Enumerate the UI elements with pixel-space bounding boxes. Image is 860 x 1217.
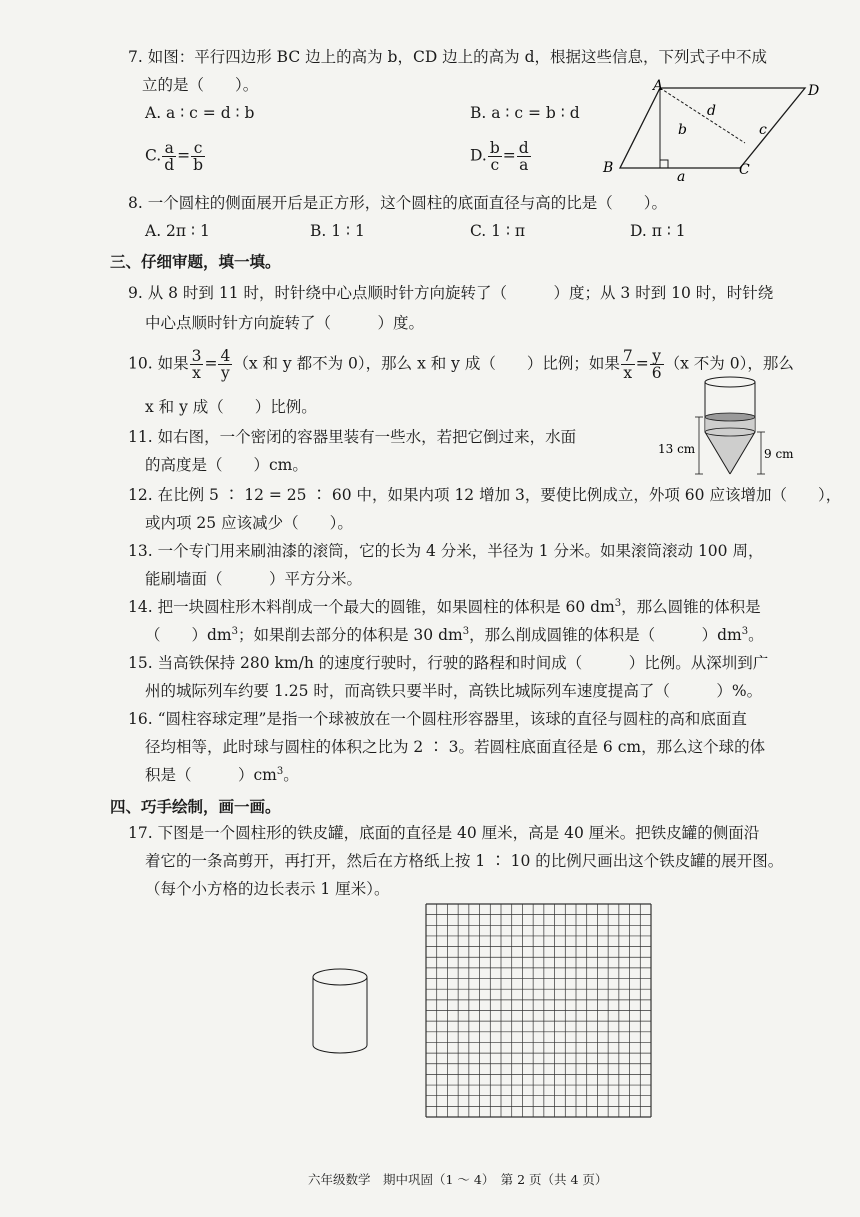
label-C: C — [739, 162, 750, 178]
fraction: $\frac{b}{c}$ — [489, 139, 500, 174]
page-footer: 六年级数学 期中巩固（1 ～ 4） 第 2 页（共 4 页） — [308, 1172, 608, 1187]
section-3-heading: 三、仔细审题，填一填。 — [110, 252, 281, 271]
q15-line1: 15. 当高铁保持 280 km/h 的速度行驶时，行驶的路程和时间成（ ）比例。从深圳到广 — [128, 654, 769, 672]
fraction: $\frac{d}{a}$ — [518, 139, 529, 174]
q7-option-b[interactable]: B. a ∶ c = b ∶ d — [470, 104, 580, 122]
dimension-13cm: 13 cm — [658, 442, 696, 456]
q8-option-a[interactable]: A. 2π ∶ 1 — [145, 222, 210, 240]
q16-line1: 16. “圆柱容球定理”是指一个球被放在一个圆柱形容器里，该球的直径与圆柱的高和底面直 — [128, 710, 747, 728]
q16-line3: 积是（ ）$cm^3$。 — [145, 765, 299, 784]
q7-stem-line1: 7. 如图：平行四边形 BC 边上的高为 b，CD 边上的高为 d，根据这些信息，下列式子中不成 — [128, 48, 768, 66]
dimension-9cm: 9 cm — [764, 447, 794, 461]
q12-line2: 或内项 25 应该减少（ ）。 — [145, 514, 353, 532]
q8-stem: 8. 一个圆柱的侧面展开后是正方形，这个圆柱的底面直径与高的比是（ ）。 — [128, 194, 667, 212]
q7-option-c-label: C. — [145, 146, 162, 165]
q14-line1: 14. 把一块圆柱形木料削成一个最大的圆锥，如果圆柱的体积是 60 $dm^3$，那么圆锥的体积是 — [128, 597, 761, 616]
q11-line2: 的高度是（ ）cm。 — [145, 456, 308, 474]
q17-line1: 17. 下图是一个圆柱形的铁皮罐，底面的直径是 40 厘米，高是 40 厘米。把铁皮罐的侧面沿 — [128, 824, 760, 842]
q14-line2: （ ）$dm^3$；如果削去部分的体积是 30 $dm^3$，那么削成圆锥的体积是（ ）$dm^3$。 — [145, 625, 764, 644]
container-figure — [655, 372, 805, 482]
label-c: c — [759, 122, 767, 138]
q16-line2: 径均相等，此时球与圆柱的体积之比为 2 ∶ 3。若圆柱底面直径是 6 cm，那么这个球的体 — [145, 738, 766, 756]
q7-stem-line2: 立的是（ ）。 — [142, 76, 259, 94]
label-b: b — [678, 122, 687, 138]
q8-option-c[interactable]: C. 1 ∶ π — [470, 222, 526, 240]
fraction: $\frac{c}{b}$ — [193, 139, 204, 174]
label-d: d — [707, 103, 716, 119]
q7-option-d[interactable]: D. $\frac{b}{c}$ = $\frac{d}{a}$ — [470, 139, 529, 174]
graph-paper-grid[interactable] — [425, 903, 652, 1118]
q9-line1: 9. 从 8 时到 11 时，时针绕中心点顺时针方向旋转了（ ）度；从 3 时到 10 时，时针绕 — [128, 284, 774, 302]
q13-line1: 13. 一个专门用来刷油漆的滚筒，它的长为 4 分米，半径为 1 分米。如果滚筒滚动 100 周， — [128, 542, 764, 560]
fraction: $\frac{7}{x}$ — [622, 347, 633, 382]
label-B: B — [603, 160, 614, 176]
fraction: $\frac{3}{x}$ — [191, 347, 202, 382]
fraction: $\frac{4}{y}$ — [220, 347, 231, 382]
q15-line2: 州的城际列车约要 1.25 时，而高铁只要半时，高铁比城际列车速度提高了（ ）%。 — [145, 682, 763, 700]
q17-line3: （每个小方格的边长表示 1 厘米）。 — [145, 880, 390, 898]
fraction: $\frac{a}{d}$ — [164, 139, 175, 174]
label-A: A — [653, 78, 664, 94]
q7-option-a[interactable]: A. a ∶ c = d ∶ b — [145, 104, 255, 122]
q10-line2: x 和 y 成（ ）比例。 — [145, 398, 317, 416]
q7-option-c[interactable]: C. $\frac{a}{d}$ = $\frac{c}{b}$ — [145, 139, 204, 174]
label-a: a — [677, 169, 686, 185]
fraction: $\frac{y}{6}$ — [651, 347, 662, 382]
q13-line2: 能刷墙面（ ）平方分米。 — [145, 570, 363, 588]
parallelogram-figure — [595, 75, 825, 190]
q17-line2: 着它的一条高剪开，再打开，然后在方格纸上按 1 ∶ 10 的比例尺画出这个铁皮罐的展开图。 — [145, 852, 784, 870]
q7-option-d-label: D. — [470, 146, 487, 165]
label-D: D — [808, 83, 820, 99]
q8-option-b[interactable]: B. 1 ∶ 1 — [310, 222, 365, 240]
q11-line1: 11. 如右图，一个密闭的容器里装有一些水，若把它倒过来，水面 — [128, 428, 577, 446]
q10-line1: 10. 如果 $\frac{3}{x}$ = $\frac{4}{y}$ （x 和 y 都不为 0），那么 x 和 y 成（ ）比例；如果 $\frac{7}{x}$ = $\frac{y}{6}$ （x 不为 0），那么 — [128, 347, 794, 382]
cylinder-figure — [305, 965, 380, 1065]
q9-line2: 中心点顺时针方向旋转了（ ）度。 — [145, 314, 425, 332]
section-4-heading: 四、巧手绘制，画一画。 — [110, 797, 281, 816]
q8-option-d[interactable]: D. π ∶ 1 — [630, 222, 686, 240]
q12-line1: 12. 在比例 5 ∶ 12 = 25 ∶ 60 中，如果内项 12 增加 3，要使比例成立，外项 60 应该增加（ ）， — [128, 486, 842, 504]
